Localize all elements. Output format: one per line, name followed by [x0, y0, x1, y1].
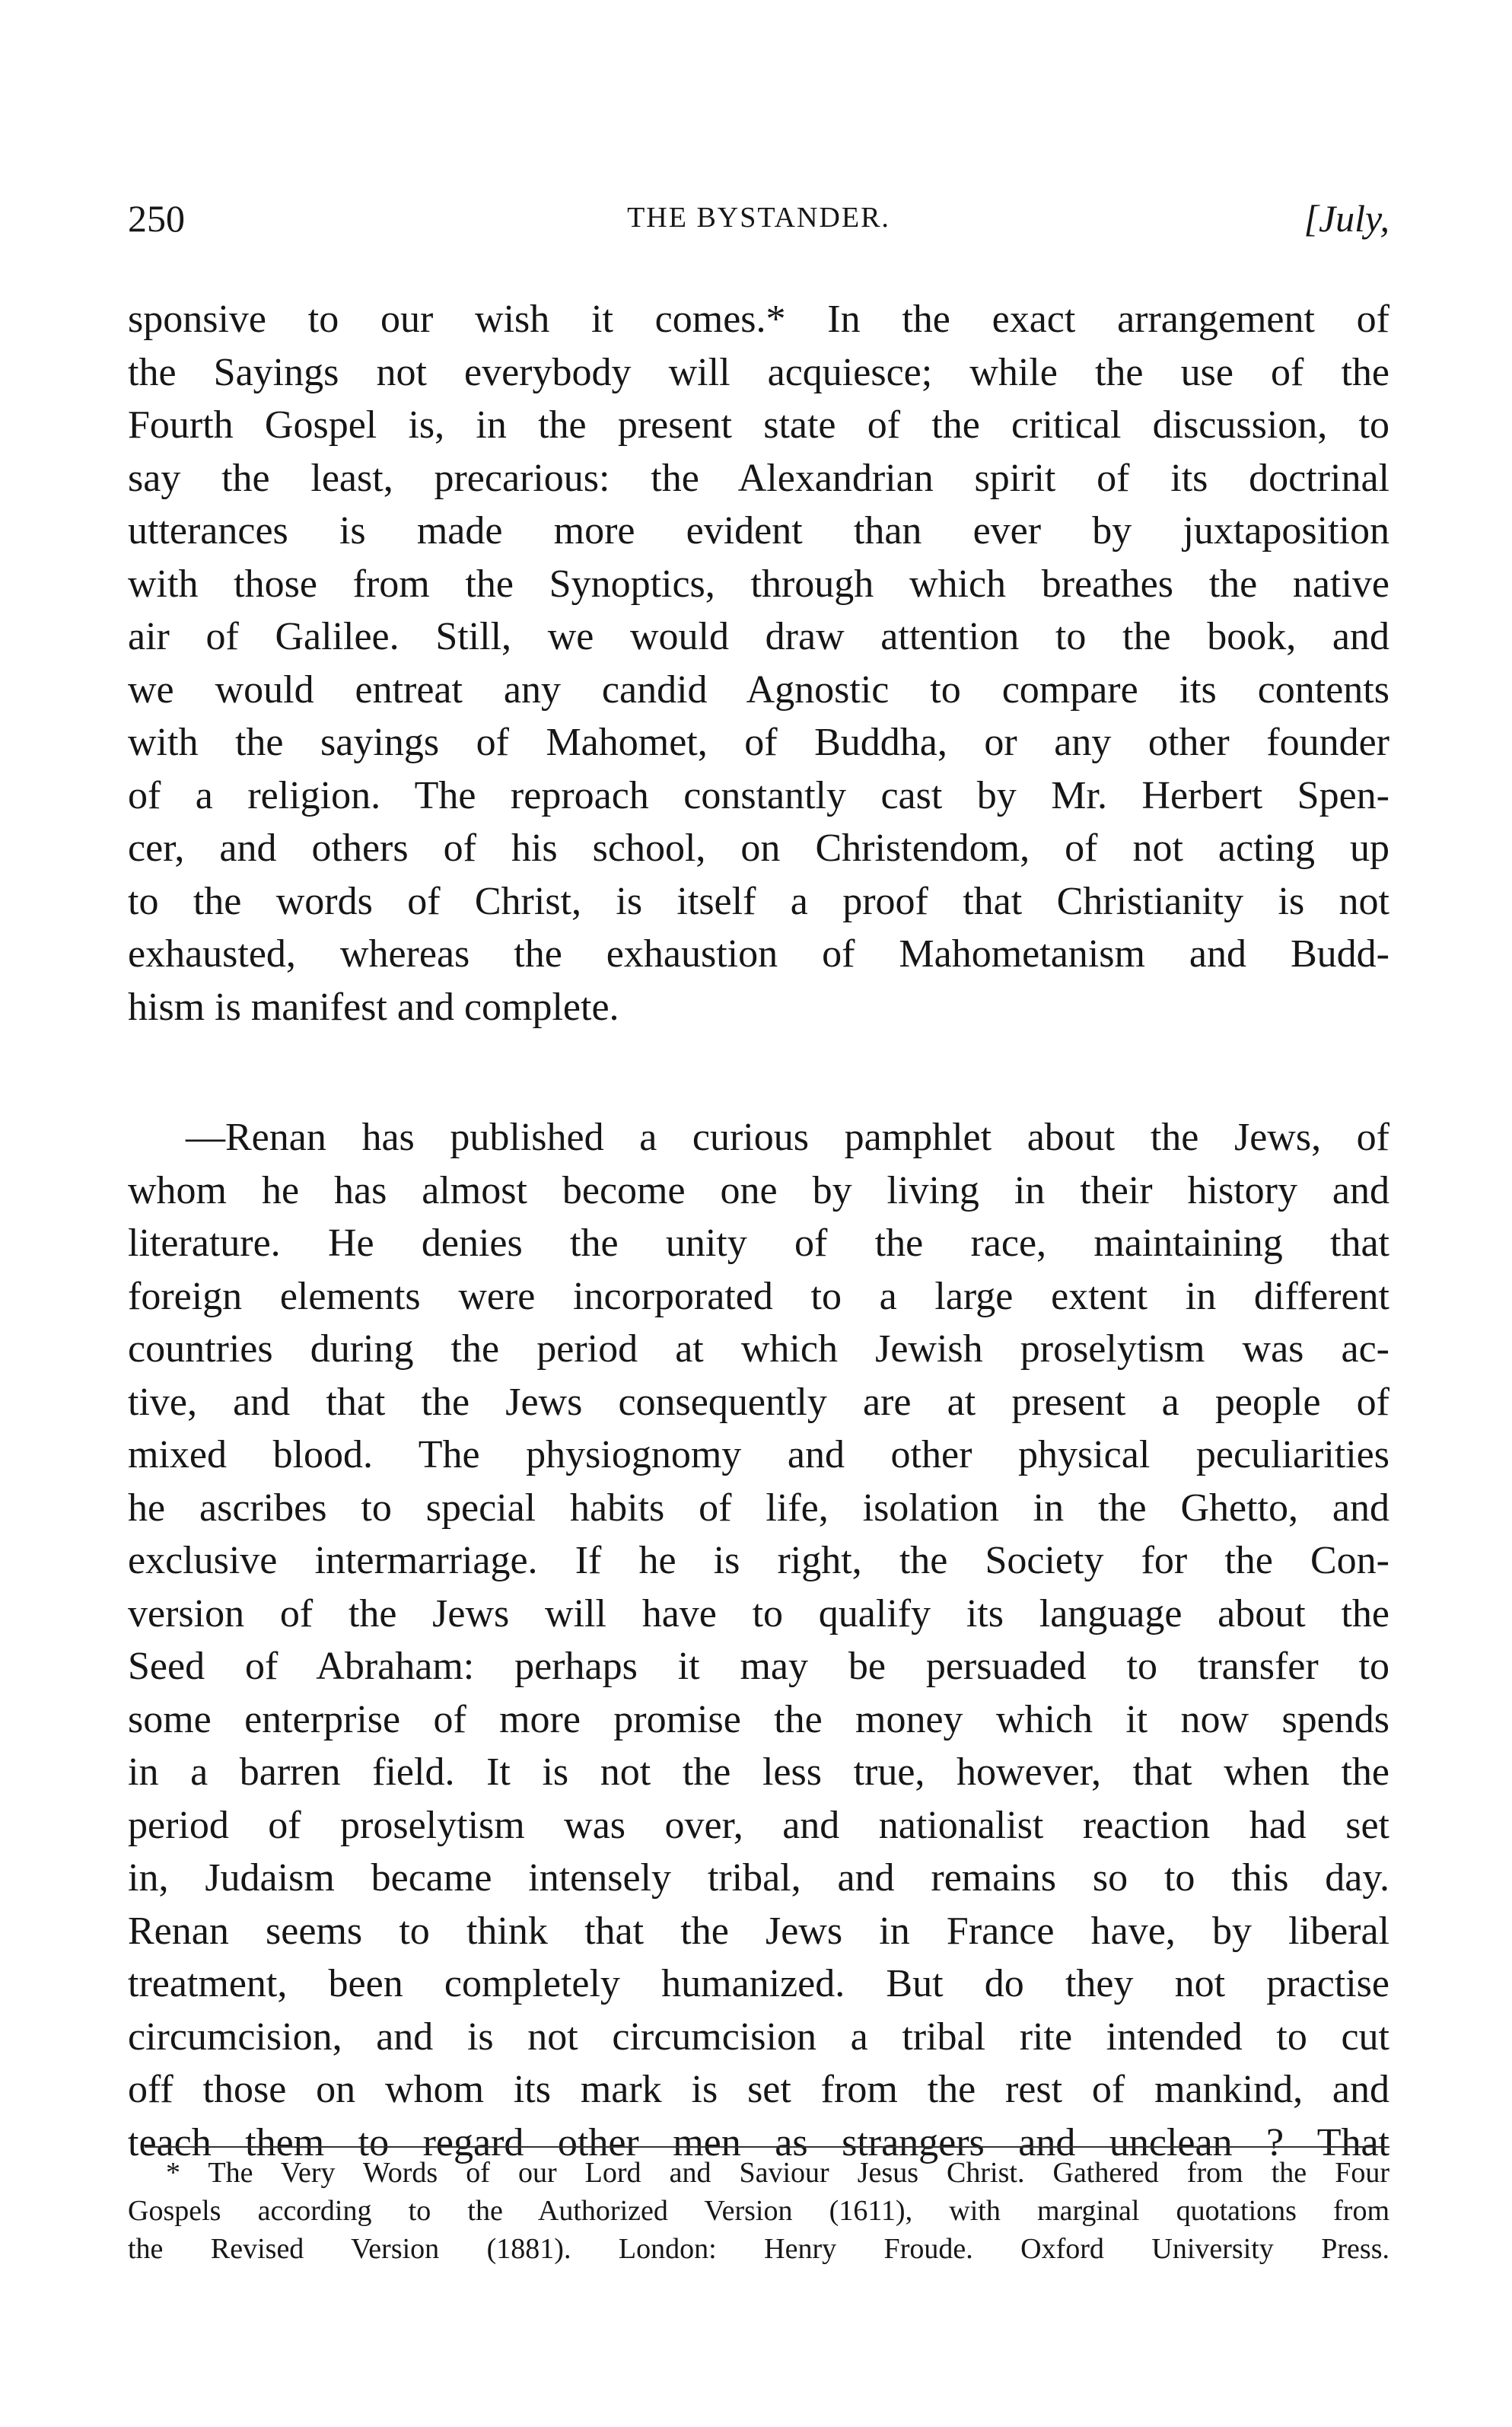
text-line: we would entreat any candid Agnostic to compare its contents — [128, 667, 1389, 712]
text-line: Renan seems to think that the Jews in France have, by liberal — [128, 1909, 1389, 1953]
footnote-line: * The Very Words of our Lord and Saviour Jesus Christ. Gathered from the Four — [166, 2157, 1389, 2189]
text-line: literature. He denies the unity of the race, maintaining that — [128, 1221, 1389, 1265]
text-line: of a religion. The reproach constantly cast by Mr. Herbert Spen- — [128, 773, 1389, 817]
text-line: he ascribes to special habits of life, isolation in the Ghetto, and — [128, 1486, 1389, 1530]
text-line: to the words of Christ, is itself a proof that Christianity is not — [128, 879, 1389, 923]
text-line: exhausted, whereas the exhaustion of Mahometanism and Budd- — [128, 932, 1389, 976]
text-line: in, Judaism became intensely tribal, and remains so to this day. — [128, 1856, 1389, 1900]
footnote-line: Gospels according to the Authorized Version (1611), with marginal quotations from — [128, 2195, 1389, 2227]
text-line: with the sayings of Mahomet, of Buddha, or any other founder — [128, 721, 1389, 764]
paragraph-2 — [128, 1111, 1389, 2169]
text-line: air of Galilee. Still, we would draw attention to the book, and — [128, 615, 1389, 658]
running-title: THE BYSTANDER. — [627, 202, 890, 234]
footnote-line: the Revised Version (1881). London: Henry Froude. Oxford University Press. — [128, 2233, 1389, 2265]
text-line: in a barren field. It is not the less true, however, that when the — [128, 1750, 1389, 1794]
text-line: treatment, been completely humanized. But do they not practise — [128, 1962, 1389, 2005]
footnote — [128, 2154, 1389, 2268]
text-line: Seed of Abraham: perhaps it may be persuaded to transfer to — [128, 1645, 1389, 1688]
text-line: teach them to regard other men as strangers and unclean ? That — [128, 2120, 1389, 2164]
text-line: say the least, precarious: the Alexandrian spirit of its doctrinal — [128, 456, 1389, 500]
text-line: Fourth Gospel is, in the present state of the critical discussion, to — [128, 403, 1389, 447]
text-line: tive, and that the Jews consequently are at present a people of — [128, 1380, 1389, 1424]
text-line: mixed blood. The physiognomy and other physical peculiarities — [128, 1433, 1389, 1476]
text-line: version of the Jews will have to qualify its language about the — [128, 1591, 1389, 1636]
text-line: foreign elements were incorporated to a large extent in different — [128, 1274, 1389, 1318]
running-head — [128, 196, 1389, 250]
text-line: exclusive intermarriage. If he is right, the Society for the Con- — [128, 1539, 1389, 1582]
running-date: [July, — [1304, 197, 1389, 240]
text-line: hism is manifest and complete. — [128, 986, 619, 1029]
text-line: with those from the Synoptics, through which breathes the native — [128, 562, 1389, 606]
text-line: period of proselytism was over, and nationalist reaction had set — [128, 1803, 1389, 1847]
paragraph-1-last-line — [128, 981, 1389, 1034]
page-number: 250 — [128, 197, 185, 240]
text-line: utterances is made more evident than ever by juxtaposition — [128, 509, 1389, 553]
text-line: sponsive to our wish it comes.* In the exact arrangement of — [128, 298, 1389, 341]
text-line: countries during the period at which Jewish proselytism was ac- — [128, 1327, 1389, 1371]
text-line: the Sayings not everybody will acquiesce; while the use of the — [128, 350, 1389, 394]
paragraph-1 — [128, 293, 1389, 981]
text-line: some enterprise of more promise the money which it now spends — [128, 1697, 1389, 1741]
text-line: whom he has almost become one by living in their history and — [128, 1168, 1389, 1212]
text-line: off those on whom its mark is set from the rest of mankind, and — [128, 2068, 1389, 2111]
footnote-divider — [145, 2146, 1389, 2148]
text-line: —Renan has published a curious pamphlet about the Jews, of — [186, 1116, 1389, 1159]
text-line: cer, and others of his school, on Christendom, of not acting up — [128, 827, 1389, 870]
text-line: circumcision, and is not circumcision a tribal rite intended to cut — [128, 2015, 1389, 2059]
